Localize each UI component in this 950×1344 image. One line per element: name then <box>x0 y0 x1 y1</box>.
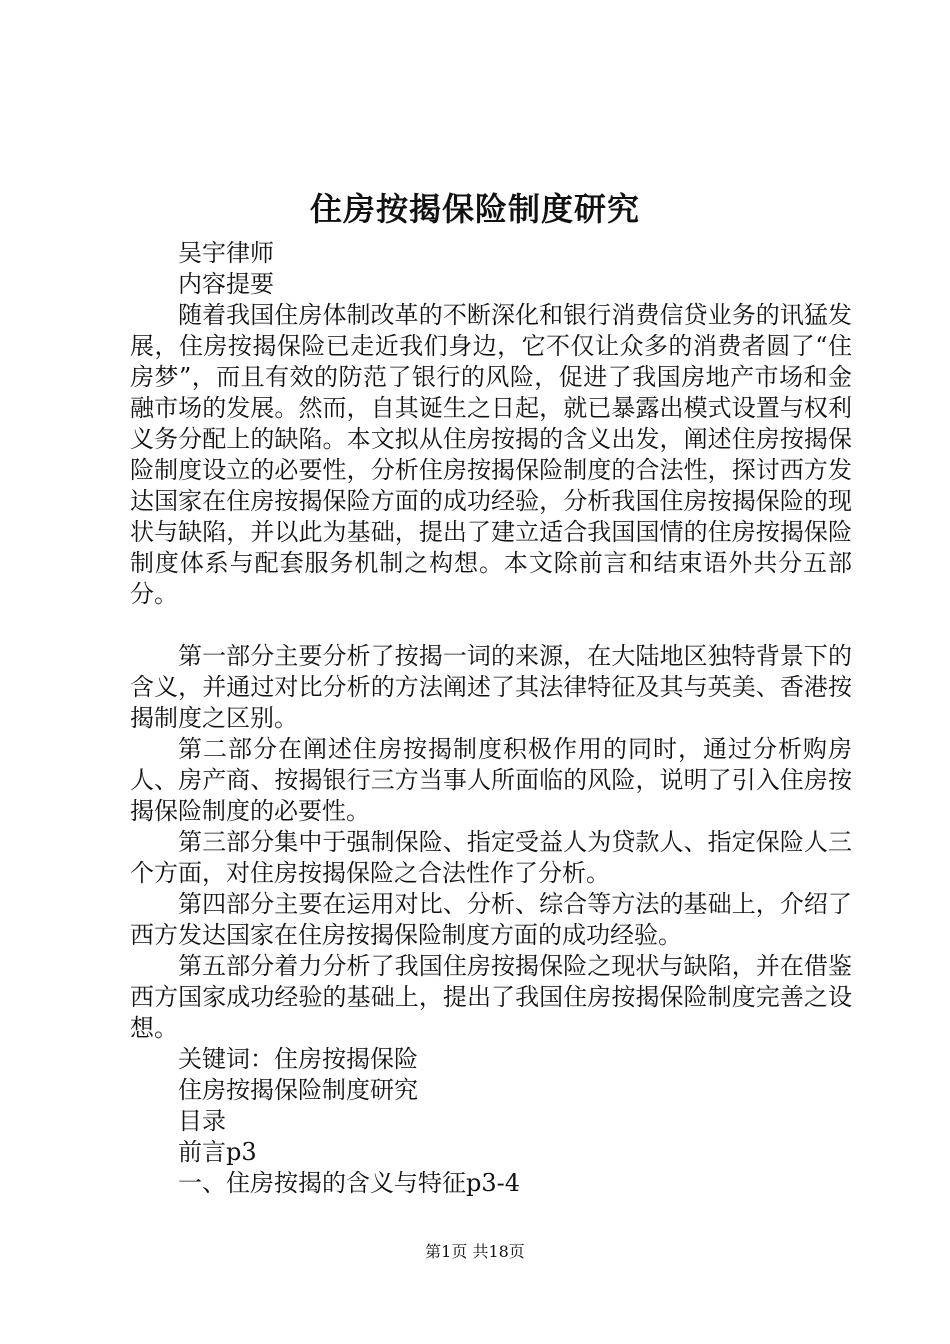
toc-heading: 目录 <box>178 1107 226 1135</box>
page-footer: 第1页 共18页 <box>425 1242 525 1261</box>
toc-item-preface: 前言p3 <box>178 1138 257 1166</box>
part-1-paragraph: 第一部分主要分析了按揭一词的来源，在大陆地区独特背景下的含义，并通过对比分析的方法阐述了其法律特征及其与英美、香港按揭制度之区别。 <box>130 642 852 732</box>
part-3-paragraph: 第三部分集中于强制保险、指定受益人为贷款人、指定保险人三个方面，对住房按揭保险之合法性作了分析。 <box>130 828 852 887</box>
subtitle-line: 住房按揭保险制度研究 <box>178 1076 418 1104</box>
document-title: 住房按揭保险制度研究 <box>309 190 640 228</box>
abstract-paragraph: 随着我国住房体制改革的不断深化和银行消费信贷业务的讯猛发展，住房按揭保险已走近我们身边，它不仅让众多的消费者圆了“住房梦”，而且有效的防范了银行的风险，促进了我国房地产市场和金融市场的发展。然而，自其诞生之日起，就已暴露出模式设置与权利义务分配上的缺陷。本文拟从住房按揭的含义出发，阐述住房按揭保险制度设立的必要性，分析住房按揭保险制度的合法性，探讨西方发达国家在住房按揭保险方面的成功经验，分析我国住房按揭保险的现状与缺陷，并以此为基础，提出了建立适合我国国情的住房按揭保险制度体系与配套服务机制之构想。本文除前言和结束语外共分五部分。 <box>130 301 852 608</box>
part-5-paragraph: 第五部分着力分析了我国住房按揭保险之现状与缺陷，并在借鉴西方国家成功经验的基础上，提出了我国住房按揭保险制度完善之设想。 <box>130 952 852 1042</box>
author-line: 吴宇律师 <box>178 239 274 267</box>
part-2-paragraph: 第二部分在阐述住房按揭制度积极作用的同时，通过分析购房人、房产商、按揭银行三方当事人所面临的风险，说明了引入住房按揭保险制度的必要性。 <box>130 735 852 825</box>
document-body <box>130 238 852 1199</box>
part-4-paragraph: 第四部分主要在运用对比、分析、综合等方法的基础上，介绍了西方发达国家在住房按揭保险制度方面的成功经验。 <box>130 890 852 949</box>
keywords-line: 关键词：住房按揭保险 <box>178 1045 418 1073</box>
paragraph-gap <box>130 610 852 641</box>
abstract-heading: 内容提要 <box>178 270 274 298</box>
toc-item-section-1: 一、住房按揭的含义与特征p3-4 <box>178 1169 521 1197</box>
